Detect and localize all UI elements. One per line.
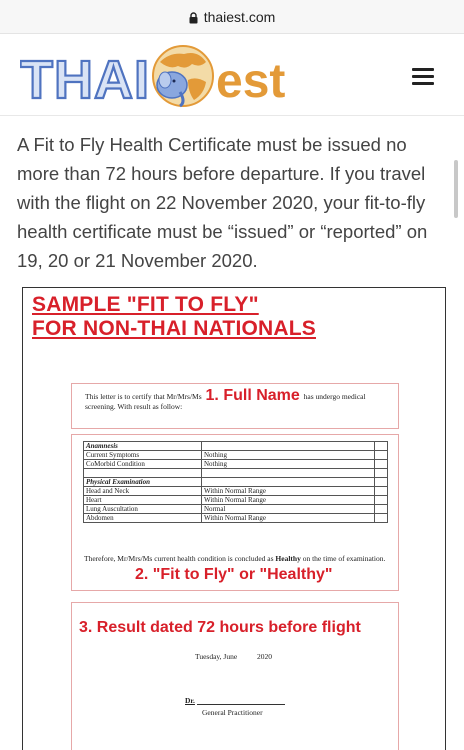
- menu-bar-icon: [412, 82, 434, 85]
- signature-block: [185, 696, 285, 717]
- signature-dr: Dr.: [185, 696, 195, 705]
- table-row: CoMorbid Condition Nothing: [84, 460, 388, 469]
- table-row: Lung Auscultation Normal: [84, 505, 388, 514]
- full-name-section: [71, 383, 399, 429]
- examination-table: [83, 441, 388, 523]
- date-signature-section: [71, 602, 399, 750]
- logo-text-thai: THAI: [20, 50, 150, 110]
- certificate-title: [32, 293, 316, 341]
- sample-certificate-image: [22, 287, 446, 750]
- address-bar[interactable]: [0, 0, 464, 34]
- certify-text: [85, 387, 385, 412]
- anamnesis-header: Anamnesis: [84, 442, 202, 451]
- signature-role: General Practitioner: [202, 708, 263, 717]
- table-row: Current Symptoms Nothing: [84, 451, 388, 460]
- certify-pre-text: This letter is to certify that Mr/Mrs/Ms: [85, 392, 202, 401]
- table-row: Head and Neck Within Normal Range: [84, 487, 388, 496]
- certify-post-text: has undergo medical screening. With result as follow:: [85, 392, 366, 411]
- issue-date: Tuesday, June 2020: [195, 652, 273, 661]
- url-text: thaiest.com: [203, 8, 276, 25]
- thaiest-logo[interactable]: [20, 40, 310, 112]
- menu-bar-icon: [412, 75, 434, 78]
- annotation-fit-to-fly: 2. "Fit to Fly" or "Healthy": [135, 566, 333, 583]
- lock-icon: [189, 11, 198, 23]
- hamburger-menu-button[interactable]: [412, 68, 434, 86]
- scrollbar-thumb[interactable]: [454, 160, 458, 218]
- table-row: Abdomen Within Normal Range: [84, 514, 388, 523]
- examination-section: [71, 434, 399, 591]
- certificate-title-line-1: SAMPLE "FIT TO FLY": [32, 293, 259, 316]
- signature-line: [197, 704, 285, 705]
- physical-exam-header: Physical Examination: [84, 478, 202, 487]
- site-header: [0, 34, 464, 116]
- table-row: Heart Within Normal Range: [84, 496, 388, 505]
- logo-text-est: est: [216, 55, 286, 108]
- menu-bar-icon: [412, 68, 434, 71]
- globe-elephant-icon: [153, 46, 213, 106]
- conclusion-text: Therefore, Mr/Mrs/Ms current health condition is concluded as Healthy on the time of examination.: [84, 554, 386, 563]
- annotation-full-name: 1. Full Name: [205, 387, 300, 404]
- annotation-result-dated: 3. Result dated 72 hours before flight: [79, 619, 361, 636]
- certificate-title-line-2: FOR NON-THAI NATIONALS: [32, 317, 316, 340]
- intro-paragraph: A Fit to Fly Health Certificate must be issued no more than 72 hours before departure. If you travel with the flight on 22 November 2020, your fit-to-fly health certificate must be “issued” or “reported” on 19, 20 or 21 November 2020.: [17, 134, 428, 271]
